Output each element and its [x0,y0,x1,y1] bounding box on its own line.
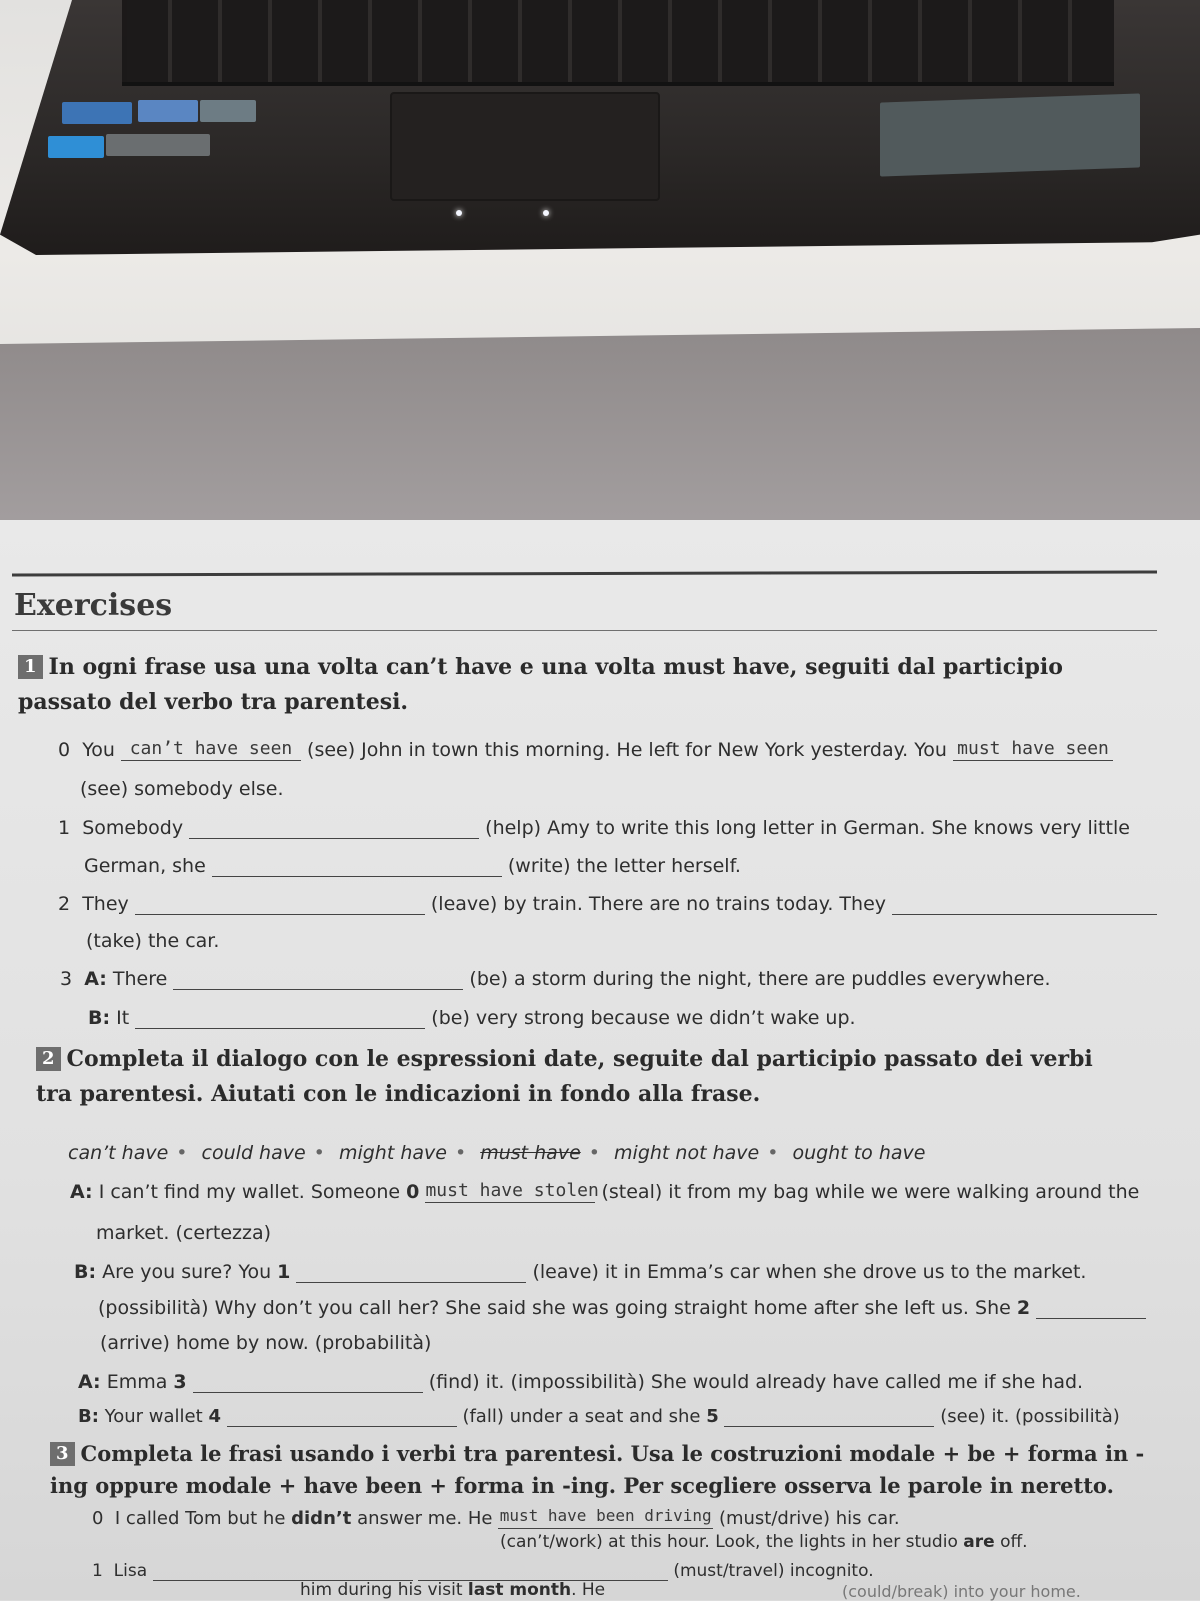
item-text: (leave) by train. There are no trains today. They [430,893,887,915]
answer-blank[interactable]: must have been driving [498,1506,713,1529]
ex2-line-6 [78,1370,1083,1393]
option: might not have [614,1142,760,1164]
item-text: (see) John in town this morning. He left for New York yesterday. You [307,739,947,761]
item-number: 3 [60,968,73,990]
item-number: 3 [173,1371,187,1393]
answer-blank[interactable] [135,1006,425,1029]
book-page-header-band [0,328,1200,528]
ex2-line-1 [70,1180,1139,1203]
answer-blank[interactable] [724,1404,934,1427]
answer-blank[interactable] [153,1558,413,1581]
option: can’t have [68,1142,169,1164]
ex2-options: can’t have • could have • might have • must have • might not have • ought to have [68,1142,926,1164]
item-text: Somebody [82,817,184,839]
item-text: him during his visit [300,1580,463,1600]
ex3-item-2-partial: (could/break) into your home. [842,1582,1081,1601]
bold-word: are [963,1532,995,1552]
item-text: Are you sure? You [102,1261,272,1283]
item-text: You [82,739,115,761]
section-title: Exercises [14,588,173,623]
item-text: (leave) it in Emma’s car when she drove us to the market. [532,1261,1087,1283]
item-text: (see) it. (possibilità) [940,1406,1120,1427]
item-number: 1 [277,1261,291,1283]
laptop-sticker [138,100,198,122]
ex2-line-4 [98,1296,1146,1319]
answer-blank[interactable] [296,1260,526,1283]
speaker-label: A: [84,968,107,990]
item-text: (can’t/work) at this hour. Look, the lights in her studio [500,1532,958,1552]
speaker-label: A: [78,1371,101,1393]
ex3-item-1-cont [300,1580,605,1600]
item-text: (possibilità) Why don’t you call her? She said she was going straight home after she left us. She [98,1297,1011,1319]
laptop-keyboard [122,0,1114,86]
ex1-item-1 [58,816,1130,839]
item-text: off. [1000,1532,1028,1552]
item-text: (fall) under a seat and she [462,1406,701,1427]
item-number: 2 [58,893,71,915]
status-led [456,210,462,216]
ex3-item-1 [92,1558,874,1581]
answer-blank[interactable]: must have stolen [425,1180,599,1201]
item-text: (steal) it from my bag while we were walking around the [601,1181,1140,1203]
speaker-label: B: [78,1406,99,1427]
instruction-text: Completa il dialogo con le espressioni date, seguite dal participio passato dei verbi tra parentesi. Aiutati con le indicazioni in fondo alla frase. [36,1046,1093,1107]
item-text: (find) it. (impossibilità) She would already have called me if she had. [428,1371,1084,1393]
laptop-sticker [48,136,104,158]
speaker-label: B: [74,1261,97,1283]
ex1-item-2 [58,892,1157,915]
option: ought to have [792,1142,926,1164]
answer-blank[interactable]: can’t have seen [121,738,301,761]
ex1-item-2-cont: (take) the car. [86,930,220,952]
item-text: Lisa [113,1561,148,1581]
answer-blank[interactable] [418,1558,668,1581]
answer-blank[interactable] [1036,1296,1146,1319]
item-text: Your wallet [104,1406,203,1427]
option: might have [338,1142,447,1164]
ex1-item-0 [58,738,1113,761]
item-text: (must/drive) his car. [718,1508,900,1529]
speaker-label: B: [88,1007,111,1029]
item-text: (must/travel) incognito. [673,1561,874,1581]
title-rule-bottom [12,630,1157,631]
speaker-label: A: [70,1181,93,1203]
answer-blank[interactable] [892,892,1157,915]
item-number: 1 [92,1561,103,1581]
answer-blank[interactable] [189,816,479,839]
laptop-touchpad [390,92,660,201]
ex2-line-7 [78,1404,1120,1427]
ex2-line-5: (arrive) home by now. (probabilità) [100,1332,432,1354]
item-number: 5 [706,1406,719,1427]
option-crossed: must have [480,1142,581,1164]
item-text: (help) Amy to write this long letter in German. She knows very little [485,817,1130,839]
answer-blank[interactable]: must have seen [953,738,1113,761]
answer-blank[interactable] [227,1404,457,1427]
exercise-number: 3 [50,1442,75,1466]
item-text: They [82,893,129,915]
instruction-text: Completa le frasi usando i verbi tra parentesi. Usa le costruzioni modale + be + forma in -ing oppure modale + have been + forma in -ing. Per scegliere osserva le parole in neretto. [50,1441,1145,1498]
laptop-sticker [106,134,210,156]
laptop-sticker [62,102,132,124]
ex2-line-2: market. (certezza) [96,1222,272,1244]
item-number: 0 [58,739,71,761]
item-text: (be) very strong because we didn’t wake up. [431,1007,856,1029]
item-text: Emma [106,1371,168,1393]
laptop-sticker [200,100,256,122]
item-number: 2 [1016,1297,1031,1319]
item-number: 0 [92,1508,104,1529]
exercise-3-instruction [50,1438,1160,1502]
item-number: 1 [58,817,71,839]
item-text: There [112,968,168,990]
item-number: 4 [208,1406,221,1427]
ex1-item-3 [60,967,1050,990]
option: could have [201,1142,306,1164]
answer-blank[interactable] [193,1370,423,1393]
ex3-item-0 [92,1506,900,1529]
item-text: . He [571,1580,606,1600]
exercise-number: 2 [36,1047,61,1071]
laptop-sticker [880,93,1140,176]
item-number: 0 [406,1181,420,1203]
item-text: (be) a storm during the night, there are puddles everywhere. [469,968,1051,990]
bold-word: didn’t [291,1508,352,1529]
instruction-text: In ogni frase usa una volta can’t have e una volta must have, seguiti dal participio passato del verbo tra parentesi. [18,654,1063,715]
ex1-item-1-cont [84,854,741,877]
ex2-line-3 [74,1260,1086,1283]
item-text: I called Tom but he [114,1508,286,1529]
bold-word: last month [467,1580,572,1600]
item-text: German, she [84,855,206,877]
ex1-item-0-cont: (see) somebody else. [80,778,284,800]
answer-blank[interactable] [173,967,463,990]
exercise-number: 1 [18,655,43,679]
exercise-2-instruction [36,1042,1136,1112]
item-text: It [116,1007,130,1029]
ex3-item-0-cont [500,1532,1028,1552]
answer-blank[interactable] [135,892,425,915]
item-text: (write) the letter herself. [507,855,741,877]
item-text: answer me. He [357,1508,493,1529]
status-led [543,210,549,216]
answer-blank[interactable] [212,854,502,877]
item-text: I can’t find my wallet. Someone [98,1181,401,1203]
ex1-item-3-cont [88,1006,856,1029]
exercise-1-instruction [18,650,1158,720]
laptop [0,0,1200,255]
